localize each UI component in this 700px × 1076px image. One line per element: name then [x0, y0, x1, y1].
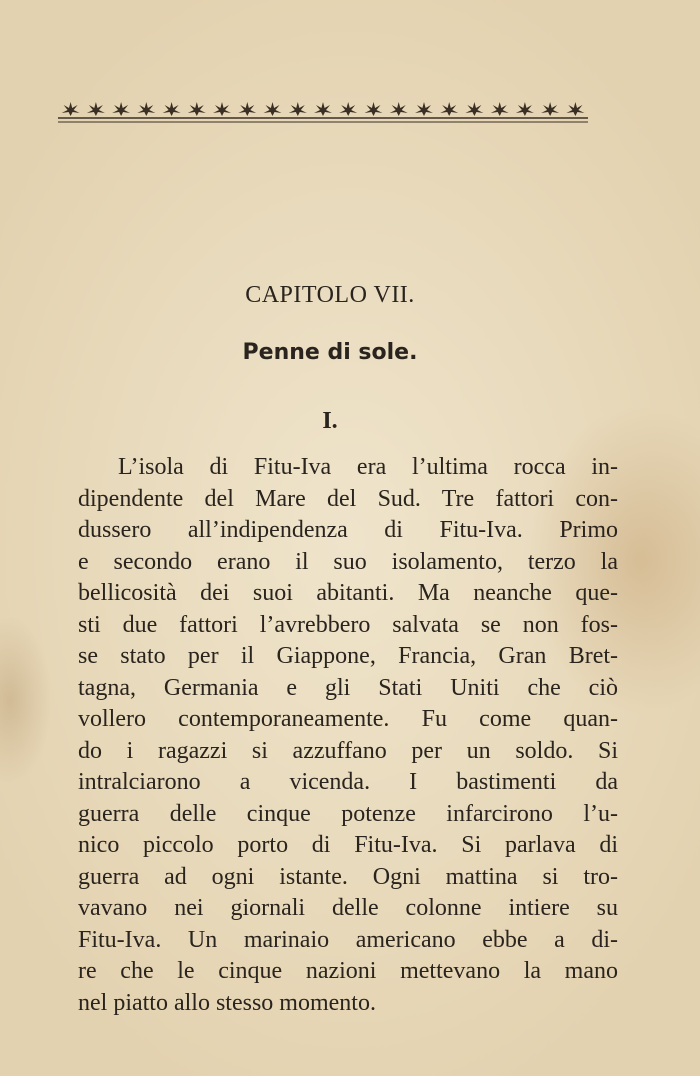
ornament-motif	[188, 102, 206, 116]
text-line: guerra delle cinque potenze infarcirono l’u-	[78, 800, 618, 827]
chapter-title: Penne di sole.	[242, 340, 418, 365]
ornament-motif	[62, 102, 80, 116]
chapter-heading: CAPITOLO VII.	[245, 282, 415, 308]
section-number: I.	[322, 408, 338, 434]
ornament-motif	[465, 102, 483, 116]
ornament-motif	[289, 102, 307, 116]
decorative-header-ornament	[58, 92, 588, 126]
ornament-motif	[264, 102, 282, 116]
ornament-motif	[339, 102, 357, 116]
ornament-motif	[238, 102, 256, 116]
ornament-motif	[541, 102, 559, 116]
ornament-motif	[87, 102, 105, 116]
text-line: dipendente del Mare del Sud. Tre fattori con-	[78, 485, 618, 512]
text-line: dussero all’indipendenza di Fitu-Iva. Primo	[78, 517, 618, 543]
ornament-motif	[137, 102, 155, 116]
text-line: L’isola di Fitu-Iva era l’ultima rocca in-	[118, 454, 618, 480]
ornament-motif	[213, 102, 231, 116]
ornament-motif	[365, 102, 383, 116]
ornament-motif	[491, 102, 509, 116]
text-line: re che le cinque nazioni mettevano la mano	[78, 958, 618, 984]
text-line: tagna, Germania e gli Stati Uniti che ciò	[78, 674, 618, 701]
text-line: guerra ad ogni istante. Ogni mattina si tro-	[78, 863, 618, 890]
text-line: do i ragazzi si azzuffano per un soldo. Si	[78, 737, 618, 764]
text-line: vavano nei giornali delle colonne intiere su	[78, 895, 618, 921]
ornament-motif	[440, 102, 458, 116]
ornament-motif	[566, 102, 584, 116]
text-line: intralciarono a vicenda. I bastimenti da	[78, 769, 618, 795]
ornament-motif	[390, 102, 408, 116]
ornament-motif	[163, 102, 181, 116]
text-line: sti due fattori l’avrebbero salvata se non fos-	[78, 611, 618, 638]
text-line: vollero contemporaneamente. Fu come quan-	[78, 706, 618, 732]
ornament-motif	[112, 102, 130, 116]
ornament-motif	[314, 102, 332, 116]
text-line: nel piatto allo stesso momento.	[78, 989, 376, 1016]
text-line: Fitu-Iva. Un marinaio americano ebbe a di-	[78, 926, 618, 953]
text-line: se stato per il Giappone, Francia, Gran Bret-	[78, 643, 618, 669]
ornament-motif	[415, 102, 433, 116]
ornament-motif	[516, 102, 534, 116]
text-line: bellicosità dei suoi abitanti. Ma neanche que-	[78, 580, 618, 606]
text-line: nico piccolo porto di Fitu-Iva. Si parlava di	[78, 832, 618, 858]
text-line: e secondo erano il suo isolamento, terzo la	[78, 548, 618, 575]
body-text	[78, 452, 618, 1019]
